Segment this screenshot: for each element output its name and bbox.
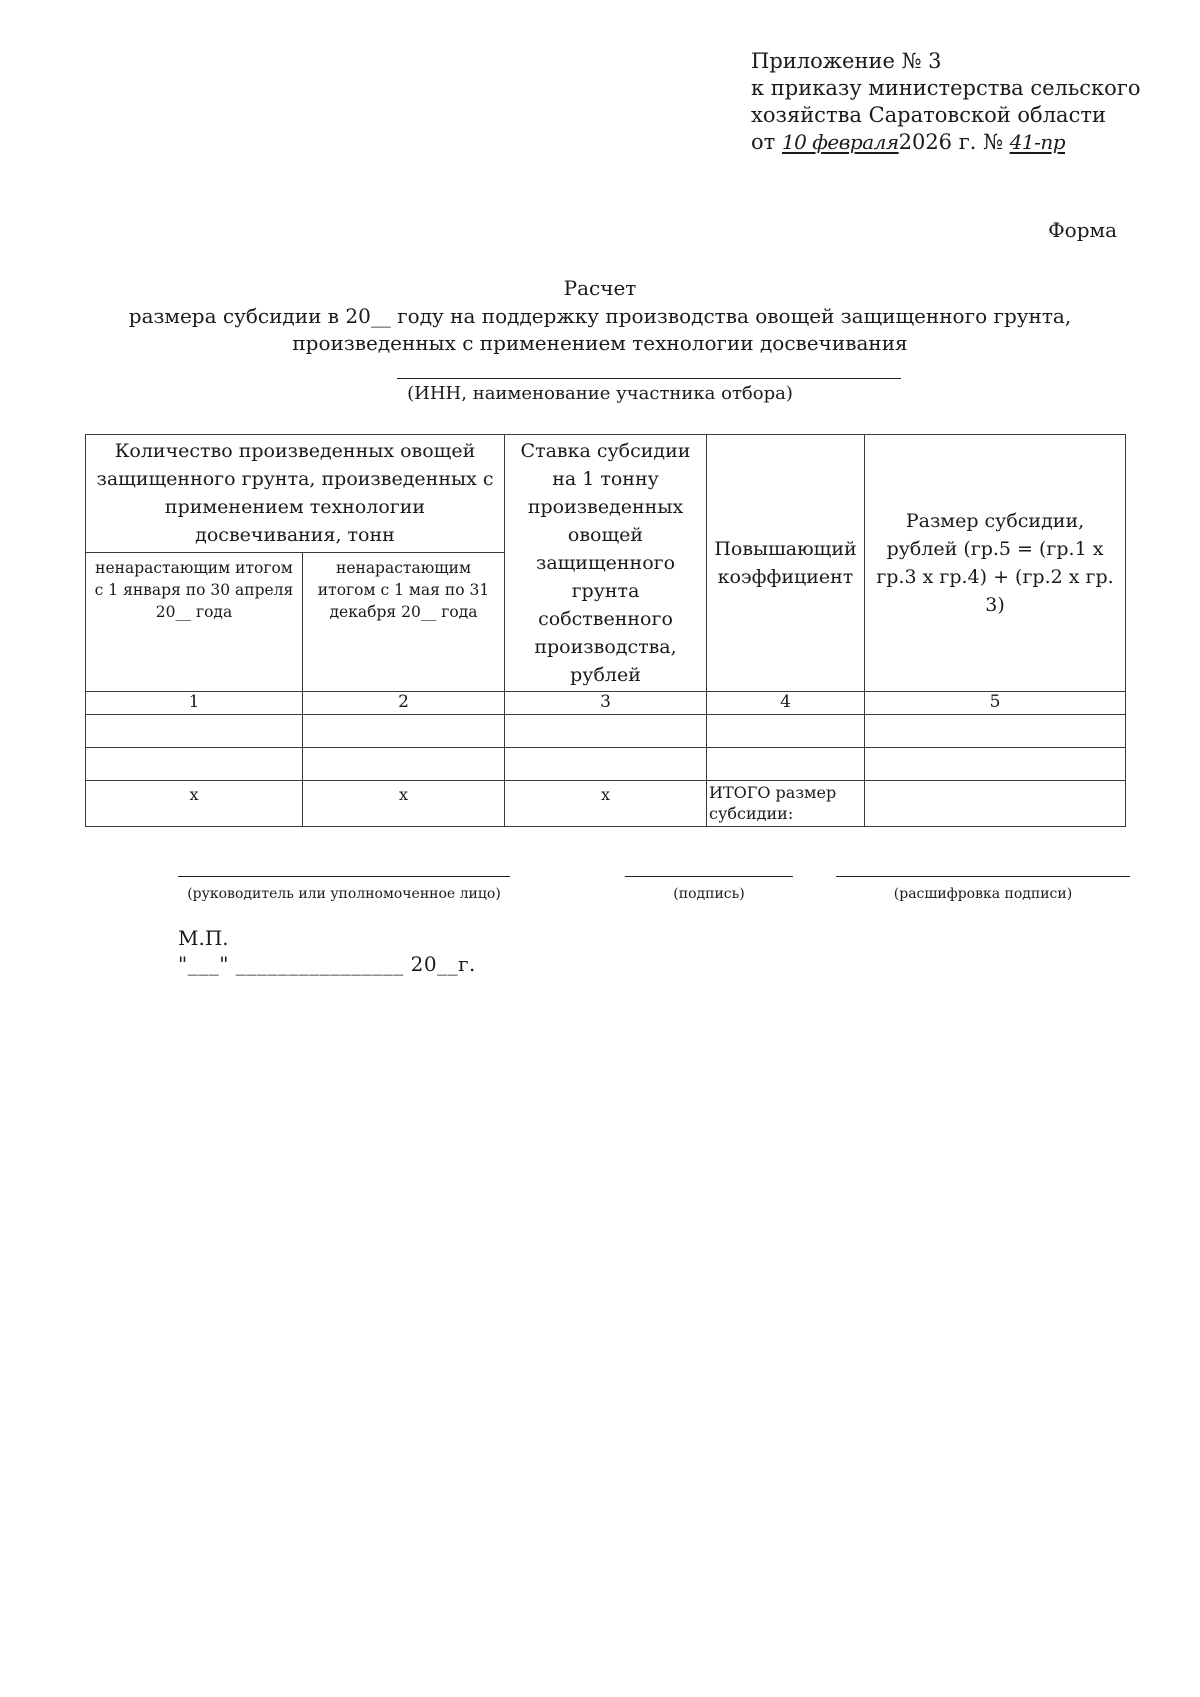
stamp-place: М.П. [178, 926, 229, 950]
total-label: ИТОГО размер субсидии: [707, 781, 865, 827]
appendix-block [751, 48, 1140, 156]
total-value-cell [865, 781, 1126, 827]
table-number-row [86, 692, 1126, 715]
table-cell [865, 748, 1126, 781]
header-rate: Ставка субсидии на 1 тонну произведенных овощей защищенного грунта собственного производства, рублей [505, 435, 707, 692]
table-cell [303, 715, 505, 748]
subsidy-table [85, 434, 1126, 827]
table-cell [86, 715, 303, 748]
table-cell [707, 748, 865, 781]
table-header-row [86, 435, 1126, 553]
handwritten-number: 41-пр [1009, 130, 1066, 154]
header-sub-col-2: ненарастающим итогом с 1 мая по 31 декабря 20__ года [303, 552, 505, 691]
column-number-4: 4 [707, 692, 865, 715]
caption-decode: (расшифровка подписи) [893, 886, 1073, 902]
caption-head: (руководитель или уполномоченное лицо) [187, 886, 501, 902]
header-quantity-group: Количество произведенных овощей защищенного грунта, произведенных с применением технологии досвечивания, тонн [86, 435, 505, 553]
table-cell [303, 748, 505, 781]
appendix-line-3: хозяйства Саратовской области [751, 103, 1106, 127]
title-line-3: произведенных с применением технологии досвечивания [292, 331, 908, 355]
column-number-2: 2 [303, 692, 505, 715]
date-blank-line: "___" ________________ 20__г. [178, 952, 476, 976]
table-total-row [86, 781, 1126, 827]
handwritten-date: 10 февраля [781, 130, 899, 154]
cross-mark-1: x [86, 781, 303, 827]
signature-line [625, 876, 793, 877]
header-coefficient: Повышающий коэффициент [707, 435, 865, 692]
cross-mark-3: x [505, 781, 707, 827]
table-cell [86, 748, 303, 781]
appendix-line-2: к приказу министерства сельского [751, 76, 1141, 100]
column-number-5: 5 [865, 692, 1126, 715]
decode-signature-line [836, 876, 1130, 877]
table-row [86, 748, 1126, 781]
head-signature-line [178, 876, 510, 877]
participant-blank-line [397, 378, 901, 379]
date-prefix: от [751, 130, 776, 154]
table-cell [505, 748, 707, 781]
cross-mark-2: x [303, 781, 505, 827]
form-label: Форма [1048, 218, 1117, 242]
column-number-1: 1 [86, 692, 303, 715]
caption-sign: (подпись) [673, 886, 745, 902]
year-text: 2026 г. № [898, 130, 1003, 154]
appendix-line-1: Приложение № 3 [751, 49, 942, 73]
title-line-2: размера субсидии в 20__ году на поддержку производства овощей защищенного грунта, [128, 304, 1072, 328]
title-line-1: Расчет [563, 276, 637, 300]
appendix-date-line [751, 129, 1140, 156]
participant-caption: (ИНН, наименование участника отбора) [407, 383, 793, 404]
table-row [86, 715, 1126, 748]
table-cell [865, 715, 1126, 748]
table-cell [707, 715, 865, 748]
column-number-3: 3 [505, 692, 707, 715]
table-cell [505, 715, 707, 748]
header-subsidy-size: Размер субсидии, рублей (гр.5 = (гр.1 х гр.3 х гр.4) + (гр.2 х гр. 3) [865, 435, 1126, 692]
header-sub-col-1: ненарастающим итогом с 1 января по 30 апреля 20__ года [86, 552, 303, 691]
